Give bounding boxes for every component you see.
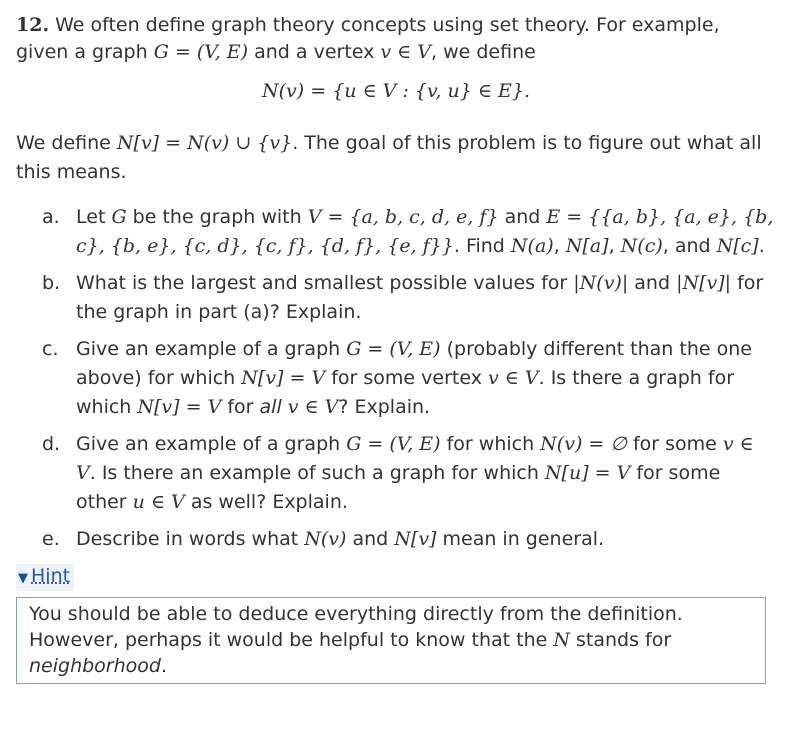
part-c	[42, 335, 776, 422]
part-math: N[v] = V	[137, 396, 222, 418]
intro-text-2: and a vertex	[248, 41, 381, 63]
hint-text-2: stands for	[569, 629, 672, 651]
part-marker: c.	[42, 338, 59, 360]
parts-list	[16, 203, 776, 554]
part-math: u ∈ V	[132, 491, 185, 513]
part-text: for some	[626, 433, 723, 455]
part-math: E = {{a, b}, {a, e}, {b, c}, {b, e}, {c, d}, {c, f}, {d, f}, {e, f}}	[76, 206, 774, 257]
part-text: and	[498, 206, 547, 228]
part-text: . Is there a graph for which	[76, 367, 734, 418]
part-text: for some vertex	[325, 367, 488, 389]
part-math: N(c)	[620, 235, 663, 257]
part-text: (probably different than the one above) for which	[76, 338, 752, 389]
part-math: V = {a, b, c, d, e, f}	[307, 206, 499, 228]
problem-container	[16, 12, 776, 684]
part-text: as well? Explain.	[184, 491, 348, 513]
def-text-1: We define	[16, 132, 117, 154]
part-math: |N(v)|	[573, 272, 629, 294]
part-b	[42, 269, 776, 327]
part-text: , and	[662, 235, 717, 257]
definition-paragraph	[16, 129, 776, 187]
part-text: Let	[76, 206, 112, 228]
part-math: N(v)	[304, 528, 347, 550]
part-text: What is the largest and smallest possible values for	[76, 272, 574, 294]
part-marker: d.	[42, 433, 61, 455]
part-math: N[a]	[565, 235, 609, 257]
part-text: .	[758, 235, 765, 257]
triangle-down-icon: ▼	[18, 571, 28, 586]
part-e	[42, 525, 776, 554]
display-formula: N(v) = {u ∈ V : {v, u} ∈ E}.	[262, 80, 530, 102]
part-text: and	[628, 272, 677, 294]
intro-math-vertex: v ∈ V	[380, 41, 432, 63]
part-text: for the graph in part (a)? Explain.	[76, 272, 764, 323]
part-math: N(v) = ∅	[540, 433, 627, 455]
problem-number: 12.	[16, 14, 50, 36]
part-text: Give an example of a graph	[76, 433, 347, 455]
def-text-2: . The goal of this problem is to figure out what all this means.	[16, 132, 762, 183]
part-math: N[v]	[394, 528, 437, 550]
hint-box	[16, 597, 766, 684]
hint-text-1: You should be able to deduce everything directly from the definition. However, perhaps it would be helpful to know that the	[29, 603, 683, 651]
part-text: . Find	[453, 235, 511, 257]
part-math: G = (V, E)	[346, 433, 441, 455]
part-math: |N[v]|	[676, 272, 732, 294]
part-text: ,	[553, 235, 566, 257]
part-math: v ∈ V	[76, 433, 754, 484]
part-text: ? Explain.	[338, 396, 431, 418]
part-math: v ∈ V	[488, 367, 539, 389]
part-text: for	[221, 396, 260, 418]
part-marker: a.	[42, 206, 60, 228]
hint-emphasis: neighborhood	[29, 655, 161, 677]
hint-math: N	[553, 629, 570, 651]
part-emphasis: all	[259, 396, 282, 418]
part-text: . Is there an example of such a graph for which	[89, 462, 545, 484]
part-math: N[c]	[716, 235, 759, 257]
part-text: be the graph with	[126, 206, 308, 228]
part-text: for some other	[76, 462, 721, 513]
part-math: N(a)	[510, 235, 554, 257]
part-text: Describe in words what	[76, 528, 305, 550]
part-a	[42, 203, 776, 261]
hint-link[interactable]: Hint	[31, 565, 71, 587]
intro-text-3: , we define	[431, 41, 536, 63]
intro-math-graph: G = (V, E)	[153, 41, 249, 63]
part-math: v ∈ V	[287, 396, 339, 418]
part-text: Give an example of a graph	[76, 338, 347, 360]
part-math: N[u] = V	[544, 462, 631, 484]
problem-intro	[16, 12, 776, 66]
part-text: for which	[440, 433, 541, 455]
part-text: and	[346, 528, 395, 550]
part-text: ,	[608, 235, 621, 257]
part-marker: b.	[42, 272, 61, 294]
part-d	[42, 430, 776, 517]
part-math: G = (V, E)	[346, 338, 441, 360]
intro-text-1: We often define graph theory concepts using set theory. For example, given a graph	[16, 14, 720, 63]
part-text: mean in general.	[436, 528, 605, 550]
part-marker: e.	[42, 528, 60, 550]
part-math: G	[111, 206, 127, 228]
part-math: N[v] = V	[241, 367, 326, 389]
def-math: N[v] = N(v) ∪ {v}	[116, 132, 293, 154]
hint-toggle[interactable]	[16, 564, 74, 591]
hint-text-3: .	[160, 655, 168, 677]
